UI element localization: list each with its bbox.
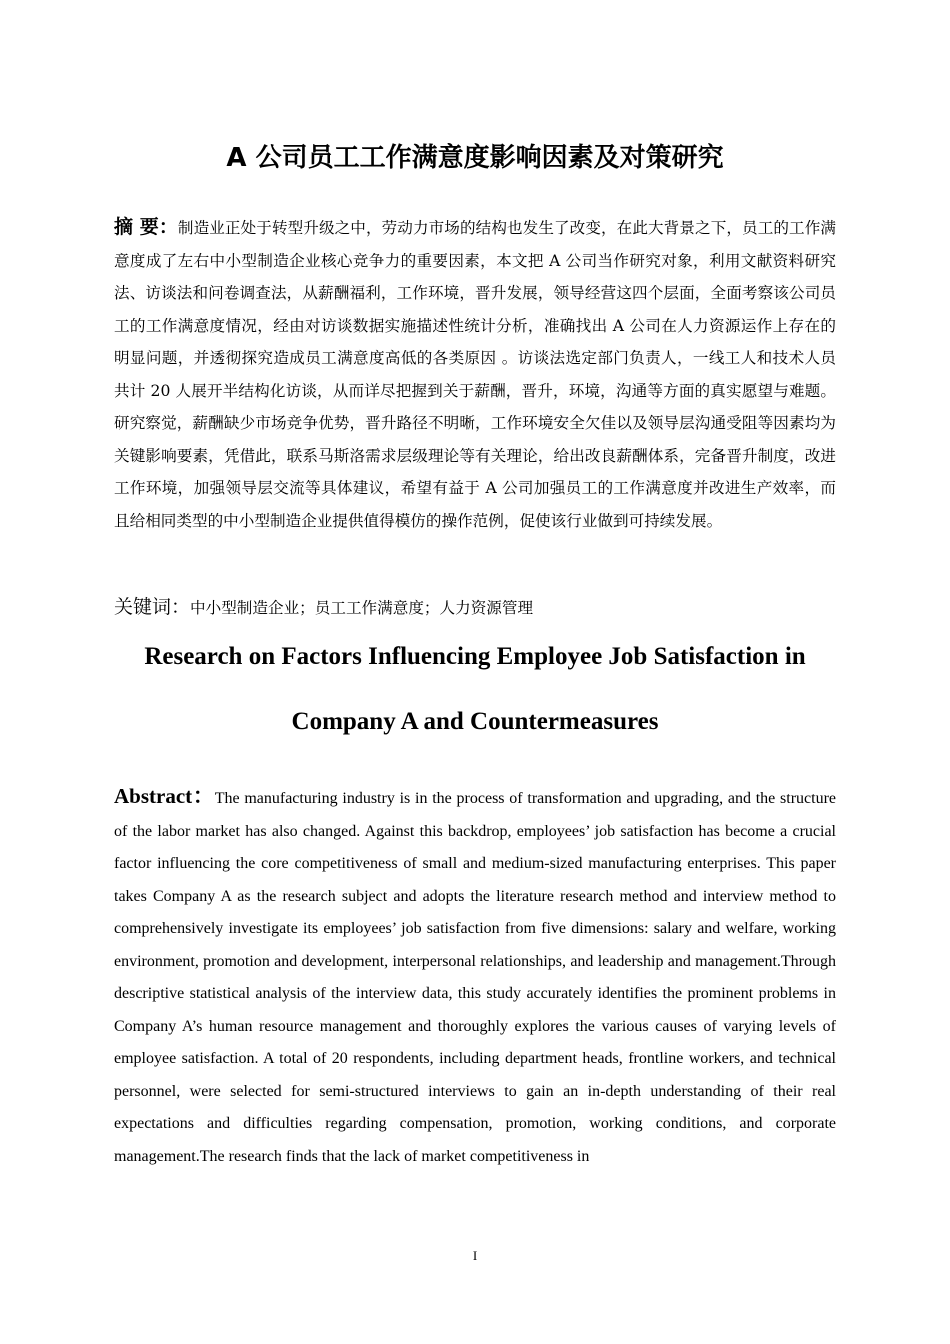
chinese-keywords-label: 关键词： bbox=[114, 596, 191, 618]
chinese-title: A 公司员工工作满意度影响因素及对策研究 bbox=[226, 143, 724, 173]
chinese-abstract-text: 制造业正处于转型升级之中，劳动力市场的结构也发生了改变，在此大背景之下，员工的工作满意度成了左右中小型制造企业核心竞争力的重要因素，本文把 A 公司当作研究对象，利用文献资料研究法、访谈法和问卷调查法，从薪酬福利，工作环境，晋升发展，领导经营这四个层面，全面考察该公司员工的工作满意度情况，经由对访谈数据实施描述性统计分析，准确找出 A 公司在人力资源运作上存在的明显问题，并透彻探究造成员工满意度高低的各类原因 。访谈法选定部门负责人，一线工人和技术人员共计 20 人展开半结构化访谈，从而详尽把握到关于薪酬，晋升，环境，沟通等方面的真实愿望与难题。 研究察觉，薪酬缺少市场竞争优势，晋升路径不明晰，工作环境安全欠佳以及领导层沟通受阻等因素均为关键影响要素，凭借此，联系马斯洛需求层级理论等有关理论，给出改良薪酬体系，完备晋升制度，改进工作环境，加强领导层交流等具体建议，希望有益于 A 公司加强员工的工作满意度并改进生产效率，而且给相同类型的中小型制造企业提供值得模仿的操作范例，促使该行业做到可持续发展。 bbox=[114, 219, 836, 530]
chinese-abstract-label: 摘 要： bbox=[114, 216, 178, 238]
page-number: I bbox=[472, 1248, 478, 1263]
chinese-abstract bbox=[114, 211, 836, 537]
chinese-keywords bbox=[114, 592, 836, 623]
english-title: Research on Factors Influencing Employee Job Satisfaction in Company A and Countermeasures bbox=[144, 643, 806, 735]
english-abstract bbox=[114, 780, 836, 1173]
english-abstract-label: Abstract： bbox=[114, 784, 215, 808]
chinese-keywords-text: 中小型制造企业；员工工作满意度；人力资源管理 bbox=[190, 599, 534, 617]
english-abstract-text: The manufacturing industry is in the process of transformation and upgrading, and the structure of the labor market has also changed. Against this backdrop, employees’ job satisfaction has become a crucial factor influencing the core competitiveness of small and medium-sized manufacturing enterprises. This paper takes Company A as the research subject and adopts the literature research method and interview method to comprehensively investigate its employees’ job satisfaction from five dimensions: salary and welfare, working environment, promotion and development, interpersonal relationships, and leadership and management.Through descriptive statistical analysis of the interview data, this study accurately identifies the prominent problems in Company A’s human resource management and thoroughly explores the various causes of varying levels of employee satisfaction. A total of 20 respondents, including department heads, frontline workers, and technical personnel, were selected for semi-structured interviews to gain an in-depth understanding of their real expectations and difficulties regarding compensation, promotion, working conditions, and corporate management.The research finds that the lack of market competitiveness in bbox=[114, 790, 837, 1165]
